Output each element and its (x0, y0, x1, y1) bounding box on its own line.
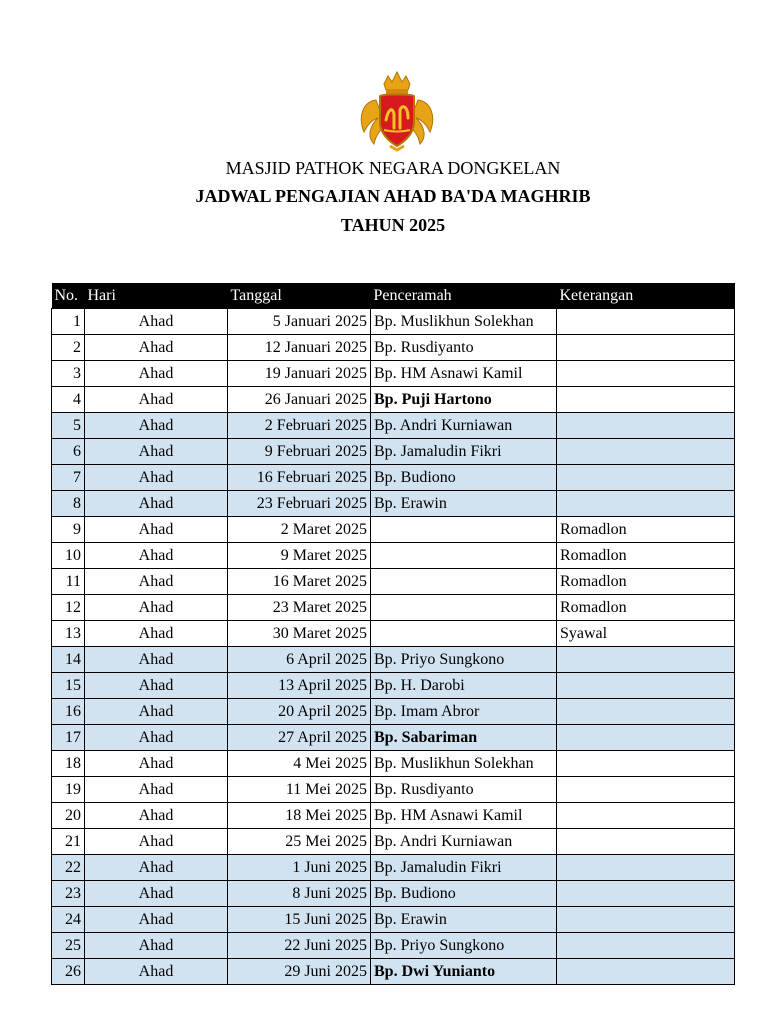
document-title: JADWAL PENGAJIAN AHAD BA'DA MAGHRIB (195, 186, 591, 206)
cell-no: 13 (52, 621, 85, 647)
column-header-penceramah: Penceramah (371, 283, 557, 309)
cell-penceramah: Bp. Muslikhun Solekhan (371, 751, 557, 777)
cell-no: 11 (52, 569, 85, 595)
table-row (52, 907, 735, 933)
cell-hari: Ahad (85, 569, 228, 595)
cell-tanggal: 29 Juni 2025 (228, 959, 371, 985)
cell-keterangan (557, 881, 735, 907)
cell-keterangan (557, 803, 735, 829)
table-row (52, 543, 735, 569)
cell-hari: Ahad (85, 829, 228, 855)
cell-penceramah: Bp. Priyo Sungkono (371, 933, 557, 959)
cell-no: 2 (52, 335, 85, 361)
cell-hari: Ahad (85, 647, 228, 673)
table-row (52, 465, 735, 491)
table-row (52, 413, 735, 439)
cell-keterangan (557, 465, 735, 491)
cell-penceramah (371, 569, 557, 595)
cell-tanggal: 9 Februari 2025 (228, 439, 371, 465)
cell-hari: Ahad (85, 595, 228, 621)
table-header-row (52, 283, 735, 309)
cell-penceramah: Bp. Muslikhun Solekhan (371, 309, 557, 335)
cell-keterangan (557, 387, 735, 413)
cell-hari: Ahad (85, 673, 228, 699)
cell-keterangan (557, 491, 735, 517)
cell-no: 6 (52, 439, 85, 465)
cell-hari: Ahad (85, 517, 228, 543)
cell-keterangan (557, 725, 735, 751)
cell-keterangan (557, 907, 735, 933)
cell-hari: Ahad (85, 621, 228, 647)
cell-hari: Ahad (85, 543, 228, 569)
cell-keterangan (557, 829, 735, 855)
cell-tanggal: 23 Maret 2025 (228, 595, 371, 621)
cell-penceramah: Bp. Puji Hartono (371, 387, 557, 413)
table-row (52, 569, 735, 595)
table-row (52, 881, 735, 907)
table-row (52, 647, 735, 673)
table-row (52, 517, 735, 543)
cell-penceramah (371, 543, 557, 569)
cell-no: 20 (52, 803, 85, 829)
cell-no: 3 (52, 361, 85, 387)
cell-no: 25 (52, 933, 85, 959)
cell-tanggal: 6 April 2025 (228, 647, 371, 673)
cell-keterangan (557, 855, 735, 881)
cell-hari: Ahad (85, 777, 228, 803)
column-header-tanggal: Tanggal (228, 283, 371, 309)
cell-tanggal: 8 Juni 2025 (228, 881, 371, 907)
table-row (52, 699, 735, 725)
cell-keterangan (557, 413, 735, 439)
cell-penceramah: Bp. Erawin (371, 907, 557, 933)
table-row (52, 777, 735, 803)
cell-penceramah: Bp. Imam Abror (371, 699, 557, 725)
table-row (52, 855, 735, 881)
cell-tanggal: 13 April 2025 (228, 673, 371, 699)
table-row (52, 361, 735, 387)
column-header-keterangan: Keterangan (557, 283, 735, 309)
table-row (52, 335, 735, 361)
cell-hari: Ahad (85, 491, 228, 517)
column-header-hari: Hari (85, 283, 228, 309)
cell-penceramah: Bp. HM Asnawi Kamil (371, 803, 557, 829)
cell-keterangan: Romadlon (557, 543, 735, 569)
cell-tanggal: 26 Januari 2025 (228, 387, 371, 413)
cell-keterangan (557, 335, 735, 361)
table-row (52, 439, 735, 465)
cell-tanggal: 27 April 2025 (228, 725, 371, 751)
cell-penceramah: Bp. Jamaludin Fikri (371, 439, 557, 465)
cell-hari: Ahad (85, 335, 228, 361)
cell-keterangan (557, 309, 735, 335)
cell-hari: Ahad (85, 699, 228, 725)
cell-hari: Ahad (85, 361, 228, 387)
cell-tanggal: 18 Mei 2025 (228, 803, 371, 829)
cell-no: 19 (52, 777, 85, 803)
cell-no: 10 (52, 543, 85, 569)
cell-no: 1 (52, 309, 85, 335)
table-row (52, 803, 735, 829)
table-row (52, 387, 735, 413)
cell-no: 4 (52, 387, 85, 413)
cell-no: 5 (52, 413, 85, 439)
table-row (52, 725, 735, 751)
cell-penceramah: Bp. H. Darobi (371, 673, 557, 699)
cell-penceramah (371, 517, 557, 543)
cell-keterangan (557, 699, 735, 725)
cell-tanggal: 1 Juni 2025 (228, 855, 371, 881)
cell-keterangan (557, 777, 735, 803)
cell-hari: Ahad (85, 907, 228, 933)
cell-hari: Ahad (85, 881, 228, 907)
cell-no: 9 (52, 517, 85, 543)
cell-hari: Ahad (85, 387, 228, 413)
cell-tanggal: 12 Januari 2025 (228, 335, 371, 361)
cell-keterangan: Romadlon (557, 517, 735, 543)
cell-no: 16 (52, 699, 85, 725)
cell-hari: Ahad (85, 725, 228, 751)
cell-no: 17 (52, 725, 85, 751)
cell-keterangan (557, 959, 735, 985)
cell-penceramah: Bp. Budiono (371, 881, 557, 907)
cell-penceramah: Bp. Erawin (371, 491, 557, 517)
cell-tanggal: 16 Februari 2025 (228, 465, 371, 491)
mosque-name: MASJID PATHOK NEGARA DONGKELAN (225, 158, 561, 178)
table-row (52, 829, 735, 855)
cell-keterangan (557, 361, 735, 387)
cell-penceramah (371, 595, 557, 621)
cell-penceramah: Bp. Budiono (371, 465, 557, 491)
cell-penceramah (371, 621, 557, 647)
cell-hari: Ahad (85, 309, 228, 335)
cell-hari: Ahad (85, 751, 228, 777)
cell-keterangan (557, 751, 735, 777)
cell-no: 7 (52, 465, 85, 491)
table-row (52, 621, 735, 647)
cell-no: 14 (52, 647, 85, 673)
table-row (52, 673, 735, 699)
table-row (52, 491, 735, 517)
kraton-crest-icon (356, 70, 438, 152)
cell-no: 15 (52, 673, 85, 699)
cell-keterangan: Romadlon (557, 595, 735, 621)
cell-no: 8 (52, 491, 85, 517)
cell-penceramah: Bp. Dwi Yunianto (371, 959, 557, 985)
cell-penceramah: Bp. Sabariman (371, 725, 557, 751)
cell-penceramah: Bp. HM Asnawi Kamil (371, 361, 557, 387)
cell-tanggal: 9 Maret 2025 (228, 543, 371, 569)
cell-penceramah: Bp. Andri Kurniawan (371, 829, 557, 855)
cell-tanggal: 5 Januari 2025 (228, 309, 371, 335)
cell-tanggal: 19 Januari 2025 (228, 361, 371, 387)
cell-hari: Ahad (85, 959, 228, 985)
cell-tanggal: 15 Juni 2025 (228, 907, 371, 933)
cell-tanggal: 23 Februari 2025 (228, 491, 371, 517)
table-row (52, 309, 735, 335)
cell-penceramah: Bp. Andri Kurniawan (371, 413, 557, 439)
cell-penceramah: Bp. Priyo Sungkono (371, 647, 557, 673)
cell-hari: Ahad (85, 413, 228, 439)
cell-no: 24 (52, 907, 85, 933)
table-row (52, 933, 735, 959)
cell-penceramah: Bp. Rusdiyanto (371, 335, 557, 361)
cell-keterangan (557, 673, 735, 699)
cell-no: 22 (52, 855, 85, 881)
cell-no: 21 (52, 829, 85, 855)
cell-keterangan (557, 933, 735, 959)
cell-tanggal: 25 Mei 2025 (228, 829, 371, 855)
cell-hari: Ahad (85, 855, 228, 881)
cell-tanggal: 30 Maret 2025 (228, 621, 371, 647)
cell-keterangan: Romadlon (557, 569, 735, 595)
column-header-no: No. (52, 283, 85, 309)
cell-no: 12 (52, 595, 85, 621)
cell-no: 23 (52, 881, 85, 907)
cell-hari: Ahad (85, 803, 228, 829)
cell-hari: Ahad (85, 465, 228, 491)
cell-keterangan (557, 647, 735, 673)
cell-tanggal: 20 April 2025 (228, 699, 371, 725)
schedule-table (51, 283, 735, 985)
cell-tanggal: 16 Maret 2025 (228, 569, 371, 595)
cell-tanggal: 4 Mei 2025 (228, 751, 371, 777)
cell-tanggal: 11 Mei 2025 (228, 777, 371, 803)
cell-hari: Ahad (85, 933, 228, 959)
cell-hari: Ahad (85, 439, 228, 465)
table-row (52, 595, 735, 621)
cell-penceramah: Bp. Jamaludin Fikri (371, 855, 557, 881)
table-row (52, 751, 735, 777)
cell-keterangan (557, 439, 735, 465)
cell-keterangan: Syawal (557, 621, 735, 647)
cell-no: 26 (52, 959, 85, 985)
cell-tanggal: 22 Juni 2025 (228, 933, 371, 959)
document-year: TAHUN 2025 (340, 215, 446, 235)
cell-no: 18 (52, 751, 85, 777)
cell-tanggal: 2 Februari 2025 (228, 413, 371, 439)
table-row (52, 959, 735, 985)
cell-tanggal: 2 Maret 2025 (228, 517, 371, 543)
cell-penceramah: Bp. Rusdiyanto (371, 777, 557, 803)
